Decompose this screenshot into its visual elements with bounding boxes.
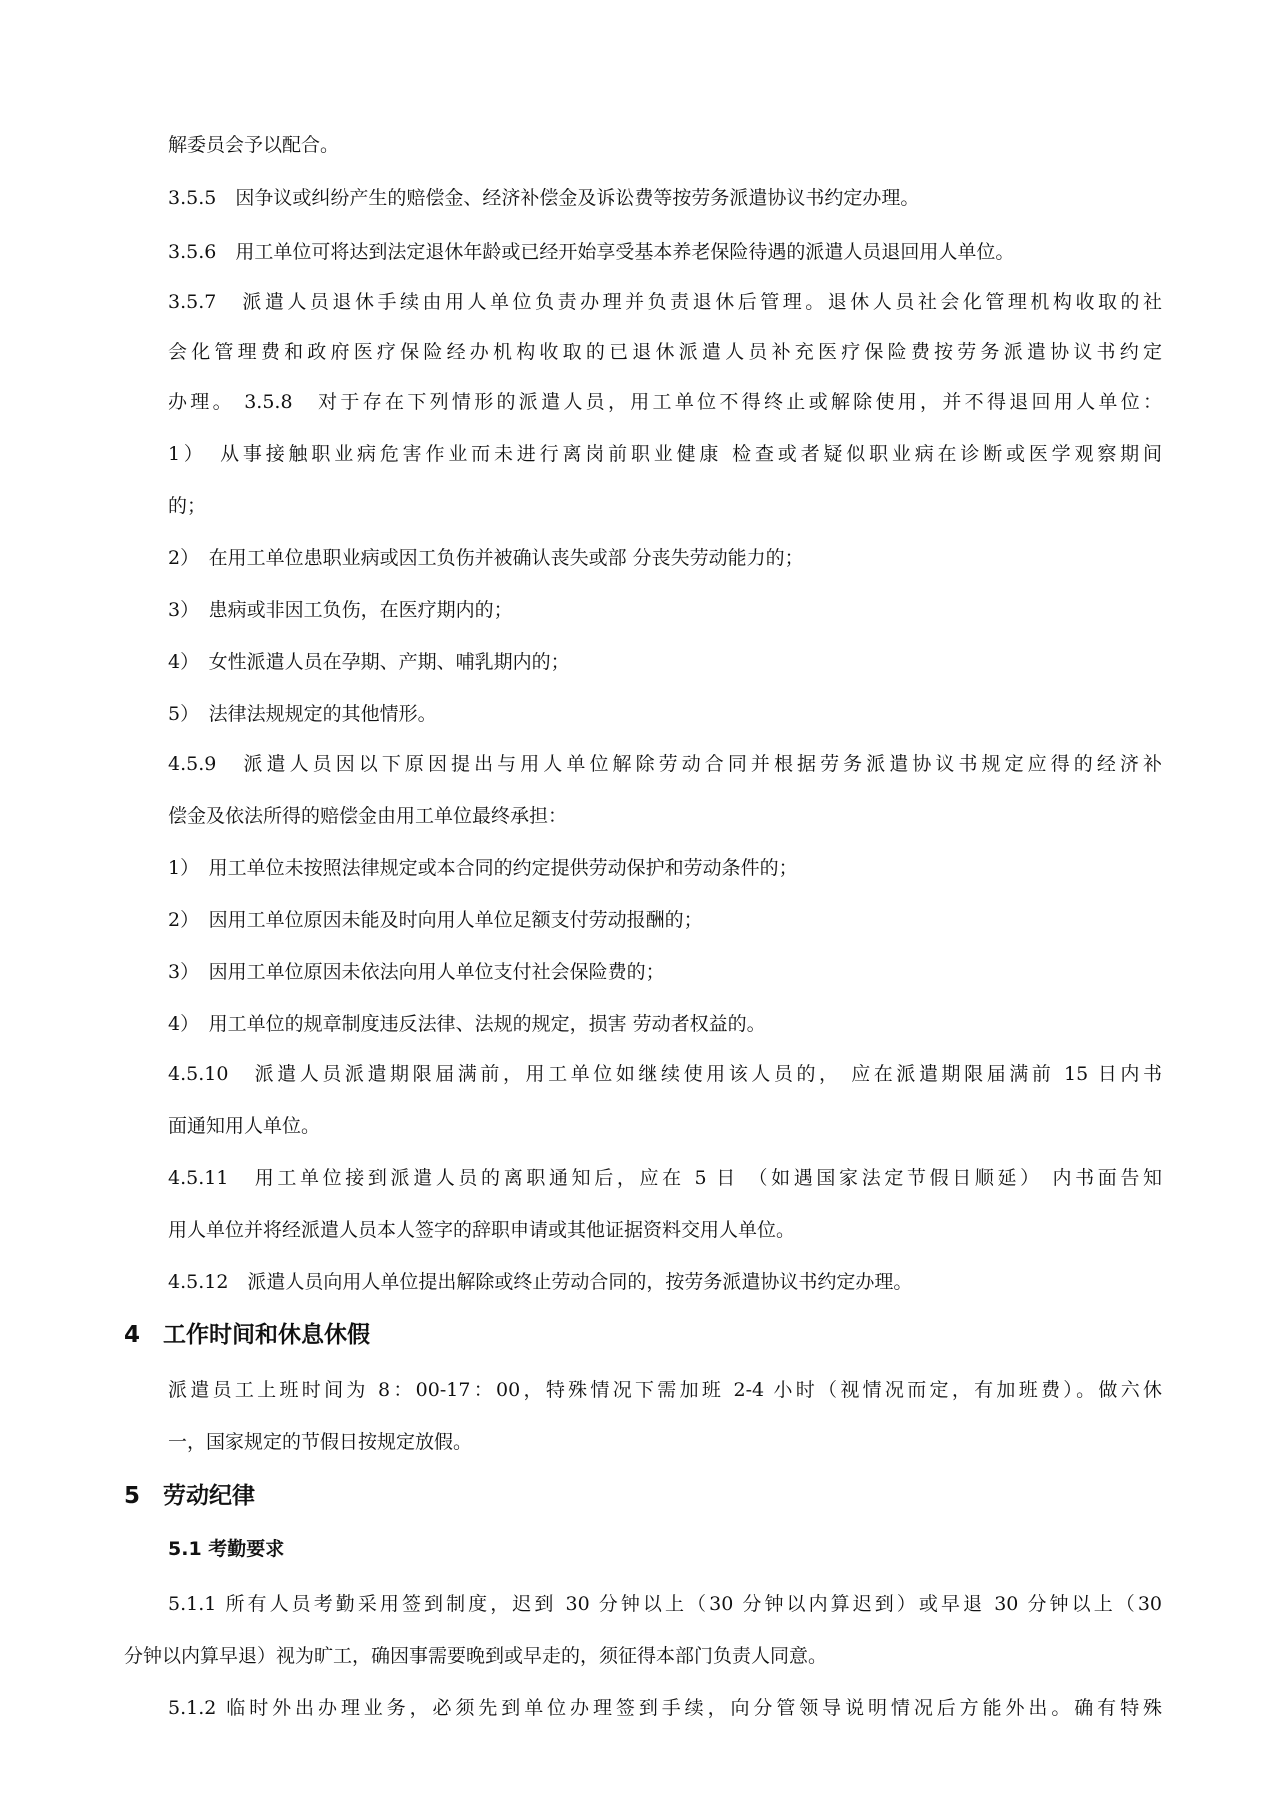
list-item: 1） 用工单位未按照法律规定或本合同的约定提供劳动保护和劳动条件的； bbox=[168, 857, 798, 879]
text-line: 会化管理费和政府医疗保险经办机构收取的已退休派遣人员补充医疗保险费按劳务派遣协议书约定 bbox=[168, 341, 1162, 363]
list-item: 3） 患病或非因工负伤，在医疗期内的； bbox=[168, 599, 513, 621]
section-heading-4: 4 工作时间和休息休假 bbox=[124, 1322, 371, 1348]
text-line: 用人单位并将经派遣人员本人签字的辞职申请或其他证据资料交用人单位。 bbox=[168, 1219, 796, 1241]
clause-4-5-10: 4.5.10 派遣人员派遣期限届满前，用工单位如继续使用该人员的， 应在派遣期限届满前 15 日内书 bbox=[168, 1063, 1162, 1085]
list-item: 2） 因用工单位原因未能及时向用人单位足额支付劳动报酬的； bbox=[168, 909, 703, 931]
section-heading-5: 5 劳动纪律 bbox=[124, 1483, 256, 1509]
clause-4-5-12: 4.5.12 派遣人员向用人单位提出解除或终止劳动合同的，按劳务派遣协议书约定办理。 bbox=[168, 1271, 913, 1293]
list-item: 4） 女性派遣人员在孕期、产期、哺乳期内的； bbox=[168, 651, 570, 673]
text-line: 一，国家规定的节假日按规定放假。 bbox=[168, 1431, 473, 1453]
list-item: 3） 因用工单位原因未依法向用人单位支付社会保险费的； bbox=[168, 961, 665, 983]
text-line: 偿金及依法所得的赔偿金由用工单位最终承担： bbox=[168, 805, 568, 827]
clause-4-5-9: 4.5.9 派遣人员因以下原因提出与用人单位解除劳动合同并根据劳务派遣协议书规定应得的经济补 bbox=[168, 753, 1162, 775]
clause-3-5-6: 3.5.6 用工单位可将达到法定退休年龄或已经开始享受基本养老保险待遇的派遣人员退回用人单位。 bbox=[168, 241, 1015, 263]
clause-4-5-11: 4.5.11 用工单位接到派遣人员的离职通知后，应在 5 日 （如遇国家法定节假日顺延） 内书面告知 bbox=[168, 1167, 1162, 1189]
clause-3-5-5: 3.5.5 因争议或纠纷产生的赔偿金、经济补偿金及诉讼费等按劳务派遣协议书约定办理。 bbox=[168, 187, 920, 209]
list-item: 4） 用工单位的规章制度违反法律、法规的规定，损害 劳动者权益的。 bbox=[168, 1013, 766, 1035]
clause-5-1-2: 5.1.2 临时外出办理业务，必须先到单位办理签到手续，向分管领导说明情况后方能外出。确有特殊 bbox=[168, 1697, 1162, 1719]
clause-3-5-7: 3.5.7 派遣人员退休手续由用人单位负责办理并负责退休后管理。退休人员社会化管理机构收取的社 bbox=[168, 291, 1162, 313]
list-item: 1） 从事接触职业病危害作业而未进行离岗前职业健康 检查或者疑似职业病在诊断或医学观察期间 bbox=[168, 443, 1162, 465]
text-line: 派遣员工上班时间为 8：00-17：00，特殊情况下需加班 2-4 小时（视情况而定，有加班费）。做六休 bbox=[168, 1379, 1162, 1401]
list-item: 5） 法律法规规定的其他情形。 bbox=[168, 703, 437, 725]
text-line: 分钟以内算早退）视为旷工，确因事需要晚到或早走的，须征得本部门负责人同意。 bbox=[124, 1645, 828, 1667]
clause-3-5-8: 办理。 3.5.8 对于存在下列情形的派遣人员，用工单位不得终止或解除使用，并不得退回用人单位： bbox=[168, 391, 1162, 413]
text-line: 解委员会予以配合。 bbox=[168, 134, 340, 156]
clause-5-1-1: 5.1.1 所有人员考勤采用签到制度，迟到 30 分钟以上（30 分钟以内算迟到）或早退 30 分钟以上（30 bbox=[168, 1593, 1162, 1615]
text-line: 面通知用人单位。 bbox=[168, 1115, 321, 1137]
text-line: 的； bbox=[168, 495, 207, 517]
list-item: 2） 在用工单位患职业病或因工负伤并被确认丧失或部 分丧失劳动能力的； bbox=[168, 547, 804, 569]
subsection-heading-5-1: 5.1 考勤要求 bbox=[168, 1538, 285, 1560]
